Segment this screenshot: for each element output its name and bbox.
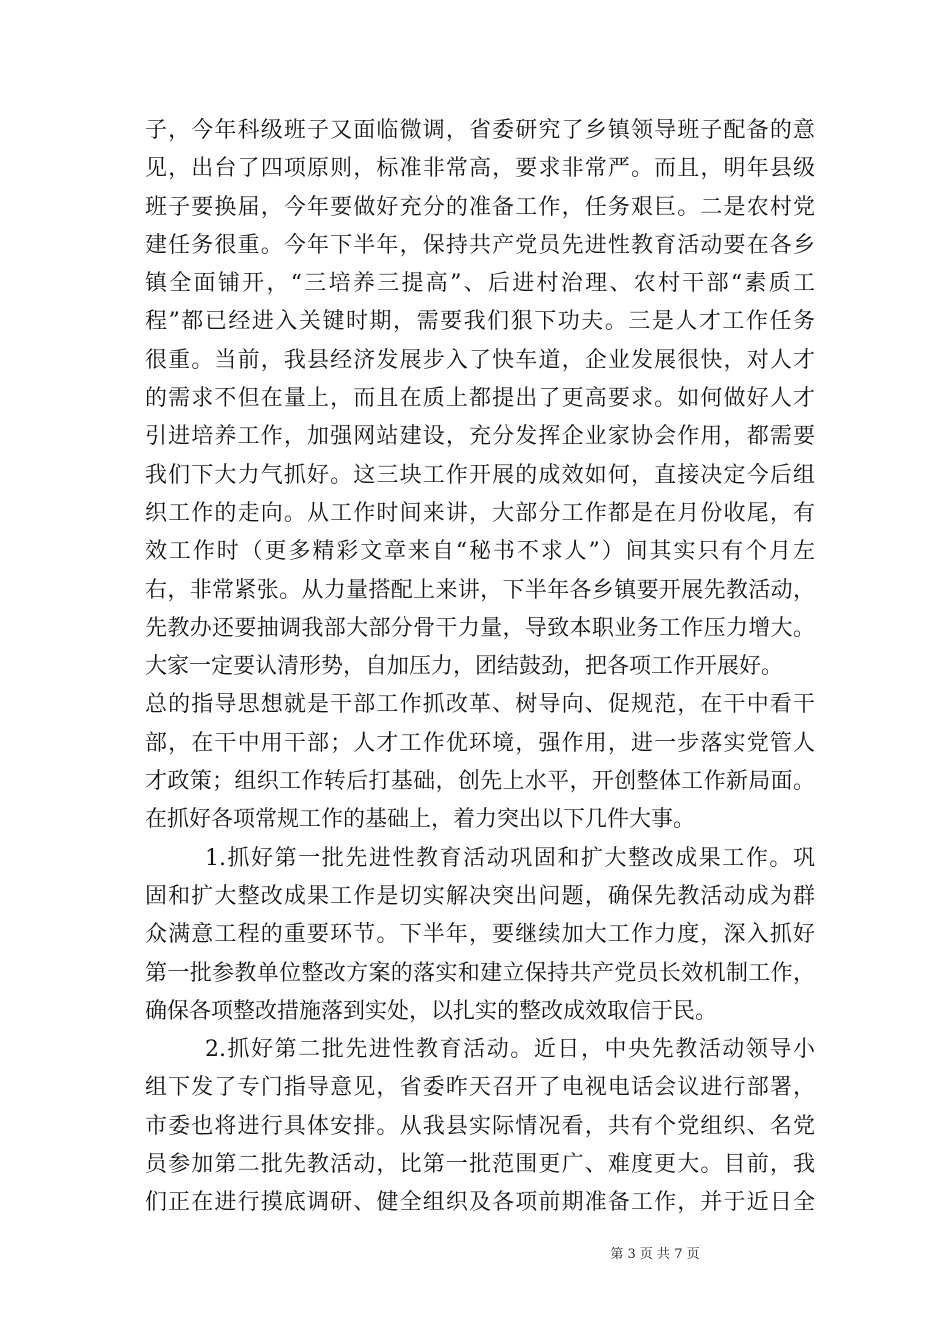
text-line: 程”都已经进入关键时期，需要我们狠下功夫。三是人才工作任务	[145, 309, 815, 335]
text-line: 引进培养工作，加强网站建设，充分发挥企业家协会作用，都需要	[145, 424, 815, 450]
text-line: 子，今年科级班子又面临微调，省委研究了乡镇领导班子配备的意	[145, 118, 815, 143]
text-line: 2.抓好第二批先进性教育活动。近日，中央先教活动领导小	[205, 1037, 815, 1063]
text-line: 织工作的走向。从工作时间来讲，大部分工作都是在月份收尾，有	[145, 500, 815, 526]
text-line: 才政策；组织工作转后打基础，创先上水平，开创整体工作新局面。	[145, 769, 815, 795]
text-line: 们正在进行摸底调研、健全组织及各项前期准备工作，并于近日全	[145, 1190, 815, 1216]
text-line: 在抓好各项常规工作的基础上，着力突出以下几件大事。	[145, 807, 696, 833]
document-body	[145, 112, 815, 1223]
text-line: 先教办还要抽调我部大部分骨干力量，导致本职业务工作压力增大。	[145, 615, 815, 641]
text-line: 的需求不但在量上，而且在质上都提出了更高要求。如何做好人才	[145, 386, 815, 412]
text-line: 员参加第二批先教活动，比第一批范围更广、难度更大。目前，我	[145, 1152, 815, 1178]
text-line: 市委也将进行具体安排。从我县实际情况看，共有个党组织、名党	[145, 1113, 815, 1139]
text-line: 1.抓好第一批先进性教育活动巩固和扩大整改成果工作。巩	[205, 845, 815, 871]
text-line: 组下发了专门指导意见，省委昨天召开了电视电话会议进行部署，	[145, 1075, 815, 1101]
text-line: 大家一定要认清形势，自加压力，团结鼓劲，把各项工作开展好。	[145, 654, 784, 680]
text-line: 效工作时（更多精彩文章来自“秘书不求人”）间其实只有个月左	[145, 539, 815, 565]
text-line: 镇全面铺开，“三培养三提高”、后进村治理、农村干部“素质工	[145, 271, 815, 297]
text-line: 建任务很重。今年下半年，保持共产党员先进性教育活动要在各乡	[145, 232, 815, 258]
text-line: 部，在干中用干部；人才工作优环境，强作用，进一步落实党管人	[145, 730, 815, 756]
text-line: 很重。当前，我县经济发展步入了快车道，企业发展很快，对人才	[145, 347, 815, 373]
text-line: 右，非常紧张。从力量搭配上来讲，下半年各乡镇要开展先教活动，	[145, 577, 815, 603]
text-line: 班子要换届，今年要做好充分的准备工作，任务艰巨。二是农村党	[145, 194, 815, 220]
text-line: 众满意工程的重要环节。下半年，要继续加大工作力度，深入抓好	[145, 922, 815, 948]
text-line: 我们下大力气抓好。这三块工作开展的成效如何，直接决定今后组	[145, 462, 815, 488]
text-line: 总的指导思想就是干部工作抓改革、树导向、促规范，在干中看干	[145, 692, 815, 718]
page-number-label: 第 3 页 共 7 页	[610, 1247, 700, 1262]
page-number	[0, 1243, 950, 1262]
text-line: 见，出台了四项原则，标准非常高，要求非常严。而且，明年县级	[145, 156, 815, 182]
text-line: 固和扩大整改成果工作是切实解决突出问题，确保先教活动成为群	[145, 883, 815, 909]
text-line: 确保各项整改措施落到实处，以扎实的整改成效取信于民。	[145, 998, 718, 1024]
text-line: 第一批参教单位整改方案的落实和建立保持共产党员长效机制工作，	[145, 960, 815, 986]
